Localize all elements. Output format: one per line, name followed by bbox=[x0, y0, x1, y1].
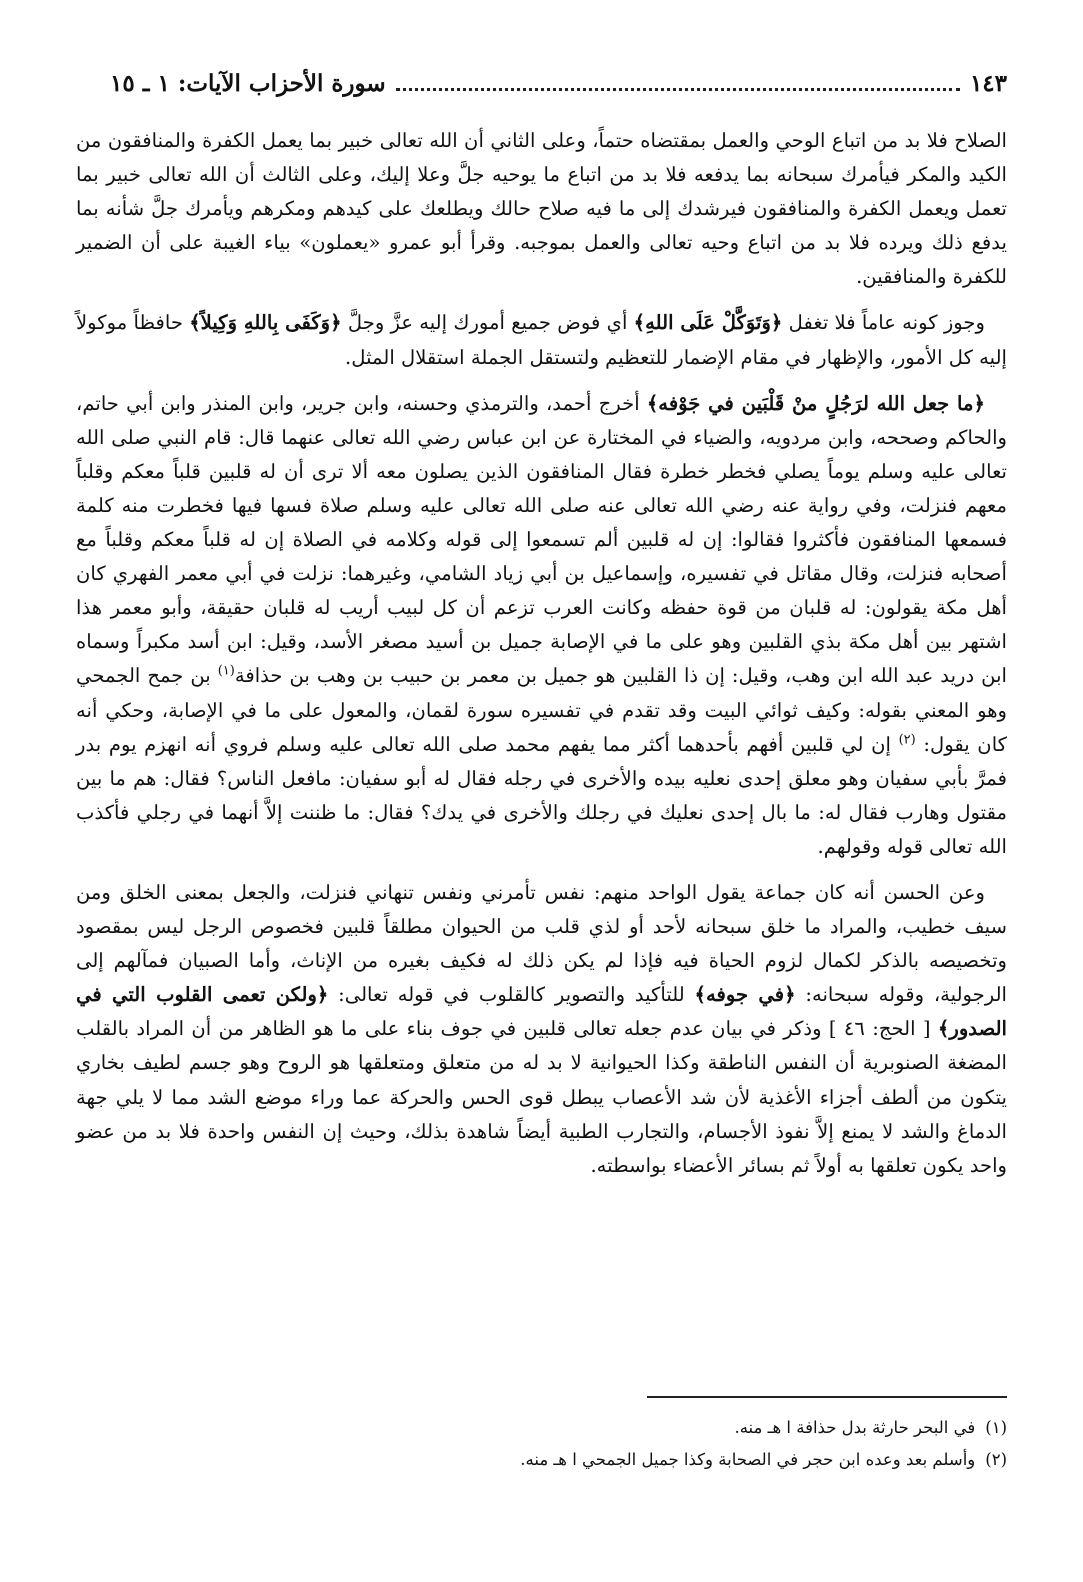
footnote-separator bbox=[647, 1396, 1007, 1398]
text-run: بن جمح الجمحي وهو المعني بقوله: وكيف ثوائي البيت وقد تقدم في تفسيره سورة لقمان، والمعول على ما في الإصابة، وحكي أنه كان يقول: bbox=[76, 664, 1007, 756]
text-run: للتأكيد والتصوير كالقلوب في قوله تعالى: bbox=[328, 983, 695, 1007]
quran-quote: ﴿ولكن تعمى القلوب التي في الصدور﴾ bbox=[76, 983, 1008, 1041]
text-run: إن لي قلبين أفهم بأحدهما أكثر مما يفهم محمد صلى الله تعالى عليه وسلم فروي أنه انهزم يوم بدر فمرَّ بأبي سفيان وهو معلق إحدى نعليه بيده والأخرى في رجله فقال له أبو سفيان: مافعل الناس؟ فقال: هم ما بين مقتول وهارب فقال له: ما بال إحدى نعليك في رجلك والأخرى في يدك؟ فقال: ما ظننت إلاَّ أنهما في رجلي فأكذب الله تعالى قوله وقولهم. bbox=[76, 732, 1007, 858]
paragraph bbox=[76, 387, 1007, 864]
main-text bbox=[76, 124, 1007, 1195]
footnote bbox=[76, 1444, 1007, 1476]
text-run: أخرج أحمد، والترمذي وحسنه، وابن جرير، وابن المنذر وابن أبي حاتم، والحاكم وصححه، وابن مردويه، والضياء في المختارة عن ابن عباس رضي الله تعالى عنهما قال: قام النبي صلى الله تعالى عليه وسلم يوماً يصلي فخطر خطرة فقال المنافقون الذين يصلون معه ألا ترى أن له قلبين قلباً معكم وقلباً معهم فنزلت، وفي رواية عنه رضي الله تعالى عنه صلى الله تعالى عليه وسلم صلاة فسها فيها فخطرت منه كلمة فسمعها المنافقون فأكثروا فقالوا: إن له قلبين ألم تسمعوا إلى قوله وكلامه في الصلاة إن له قلباً معكم وقلباً مع أصحابه فنزلت، وقال مقاتل في تفسيره، وإسماعيل بن أبي زياد الشامي، وغيرهما: نزلت في أبي معمر الفهري كان أهل مكة يقولون: له قلبان من قوة حفظه وكانت العرب تزعم أن كل لبيب أريب له قلبان حقيقة، وأبو معمر هذا اشتهر بين أهل مكة بذي القلبين وهو على ما في الإصابة جميل بن أسيد مصغر الأسد، وقيل: ابن أسد مكبراً وسماه ابن دريد عبد الله ابن وهب، وقيل: إن ذا القلبين هو جميل بن معمر بن حبيب بن وهب بن حذافة bbox=[76, 391, 1007, 688]
quran-quote: ﴿وَكَفَى بِاللهِ وَكِيلاً﴾ bbox=[189, 311, 342, 335]
footnote bbox=[76, 1412, 1007, 1444]
paragraph bbox=[76, 876, 1007, 1183]
footnote-marker: (١) bbox=[217, 663, 235, 679]
paragraph bbox=[76, 306, 1007, 374]
footnote-number: (١) bbox=[985, 1418, 1007, 1437]
quran-quote: ﴿ما جعل الله لرَجُلٍ منْ قَلْبَين في جَوْفه﴾ bbox=[646, 391, 985, 415]
text-run: حافظاً موكولاً إليه كل الأمور، والإظهار في مقام الإضمار للتعظيم ولتستقل الجملة استقلال المثل. bbox=[76, 311, 1007, 369]
quran-quote: ﴿وَتَوَكَّلْ عَلَى اللهِ﴾ bbox=[633, 311, 783, 335]
footnote-number: (٢) bbox=[985, 1450, 1007, 1469]
text-run: [ الحج: ٤٦ ] وذكر في بيان عدم جعله تعالى قلبين في جوف بناء على ما هو الظاهر من أن المراد بالقلب المضغة الصنوبرية أن النفس الناطقة وكذا الحيوانية لا بد له من متعلق ومتعلقها هو الروح وهو جسم لطيف بخاري يتكون من ألطف أجزاء الأغذية لأن شد الأعصاب يبطل قوى الحس والحركة عما وراء موضع الشد مما لا يلي جهة الدماغ والشد لا يمنع إلاَّ نفوذ الأجسام، والتجارب الطبية أيضاً شاهدة بذلك، وحيث إن النفس واحدة فلا بد من عضو واحد يكون تعلقها به أولاً ثم بسائر الأعضاء بواسطته. bbox=[76, 1017, 1007, 1177]
footnote-marker: (٢) bbox=[898, 732, 916, 748]
footnote-text: وأسلم بعد وعده ابن حجر في الصحابة وكذا جميل الجمحي ا هـ منه. bbox=[520, 1450, 976, 1469]
page-number: ١٤٣ bbox=[969, 70, 1007, 97]
footnote-text: في البحر حارثة بدل حذافة ا هـ منه. bbox=[734, 1418, 976, 1437]
running-header bbox=[110, 70, 1007, 110]
text-run: أي فوض جميع أمورك إليه عزَّ وجلَّ bbox=[341, 311, 634, 335]
quran-quote: ﴿في جوفه﴾ bbox=[694, 983, 796, 1007]
header-title: سورة الأحزاب الآيات: ١ ـ ١٥ bbox=[110, 70, 386, 97]
footnotes bbox=[76, 1412, 1007, 1476]
paragraph bbox=[76, 124, 1007, 294]
text-run: وعن الحسن أنه كان جماعة يقول الواحد منهم: نفس تأمرني ونفس تنهاني فنزلت، والجعل بمعنى الخلق ومن سيف خطيب، والمراد ما خلق سبحانه لأحد أو لذي قلب من الحيوان مطلقاً قلبين فخصوص الرجل ليس بمقصود وتخصيصه بالذكر لكمال لزوم الحياة فيه فإذا لم يكن ذلك له فكيف بغيره من الإناث، وأما الصبيان فمآلهم إلى الرجولية، وقوله سبحانه: bbox=[76, 880, 1007, 1007]
text-run: وجوز كونه عاماً فلا تغفل bbox=[782, 311, 985, 335]
text-run: الصلاح فلا بد من اتباع الوحي والعمل بمقتضاه حتماً، وعلى الثاني أن الله تعالى خبير بما يعمل الكفرة والمنافقون من الكيد والمكر فيأمرك سبحانه بما يدفعه فلا بد من اتباع ما يوحيه جلَّ وعلا إليك، وعلى الثالث أن الله تعالى خبير بما تعمل ويعمل الكفرة والمنافقون فيرشدك إلى ما فيه صلاح حالك ويطلعك على كيدهم ومكرهم ويأمرك جلَّ شأنه بما يدفع ذلك ويرده فلا بد من اتباع وحيه تعالى والعمل بموجبه. وقرأ أبو عمرو «يعملون» بياء الغيبة على أن الضمير للكفرة والمنافقين. bbox=[76, 129, 1007, 289]
header-dot-leader bbox=[396, 72, 960, 91]
